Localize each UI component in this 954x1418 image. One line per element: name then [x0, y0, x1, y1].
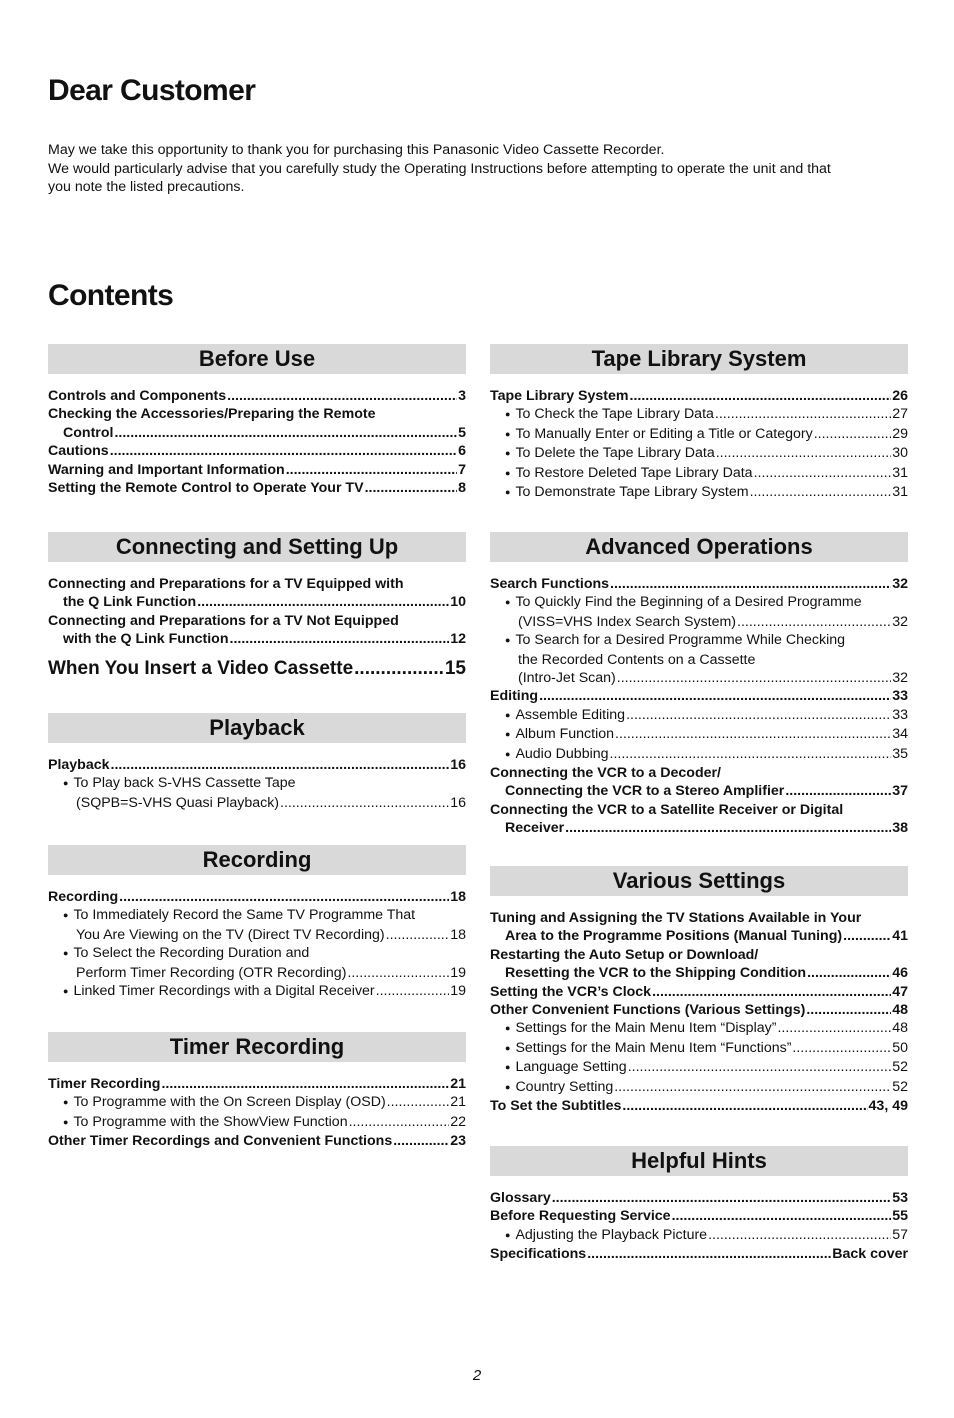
toc-subentry[interactable]: ● To Select the Recording Duration and	[48, 944, 466, 963]
intro-line: May we take this opportunity to thank you for purchasing this Panasonic Video Cassette Recorder.	[48, 142, 665, 158]
toc-entry[interactable]: Control ..... 5	[48, 424, 466, 442]
section-heading: Playback	[48, 713, 466, 743]
toc-entry[interactable]: Other Timer Recordings and Convenient Functions ..... 23	[48, 1132, 466, 1150]
toc-subentry[interactable]: ● To Demonstrate Tape Library System ..... 31	[490, 483, 908, 502]
toc-entry[interactable]: Other Convenient Functions (Various Settings) ..... 48	[490, 1001, 908, 1019]
toc-subentry[interactable]: ● To Programme with the ShowView Function ..... 22	[48, 1113, 466, 1132]
toc-subentry[interactable]: ● To Search for a Desired Programme While Checking	[490, 631, 908, 650]
page-number: 2	[472, 1367, 482, 1384]
section-recording	[48, 845, 466, 1032]
toc-subentry[interactable]: ● Audio Dubbing ..... 35	[490, 745, 908, 764]
toc-subentry-cont[interactable]: You Are Viewing on the TV (Direct TV Recording) ..... 18	[48, 926, 466, 944]
toc-entry[interactable]: Setting the Remote Control to Operate Your TV ..... 8	[48, 479, 466, 497]
toc-entry[interactable]: Specifications ..... Back cover	[490, 1245, 908, 1263]
toc-entry[interactable]: To Set the Subtitles ..... 43, 49	[490, 1097, 908, 1115]
toc-entry[interactable]: Timer Recording ..... 21	[48, 1075, 466, 1093]
toc-entry[interactable]: Playback ..... 16	[48, 756, 466, 774]
toc-entry-insert-cassette[interactable]: When You Insert a Video Cassette ..... 15	[48, 657, 466, 681]
toc-entry[interactable]: Glossary ..... 53	[490, 1189, 908, 1207]
toc-subentry[interactable]: ● To Manually Enter or Editing a Title or Category ..... 29	[490, 425, 908, 444]
section-advanced-operations	[490, 532, 908, 866]
toc-subentry[interactable]: ● To Restore Deleted Tape Library Data ..... 31	[490, 464, 908, 483]
toc-subentry[interactable]: ● Language Setting ..... 52	[490, 1058, 908, 1077]
section-heading: Timer Recording	[48, 1032, 466, 1062]
toc-entry[interactable]: Tape Library System ..... 26	[490, 387, 908, 405]
toc-subentry[interactable]: ● To Quickly Find the Beginning of a Desired Programme	[490, 593, 908, 612]
toc-entry[interactable]: Cautions ..... 6	[48, 442, 466, 460]
toc-subentry-cont[interactable]: Perform Timer Recording (OTR Recording) ..... 19	[48, 964, 466, 982]
section-before-use	[48, 344, 466, 532]
section-heading: Tape Library System	[490, 344, 908, 374]
toc-entry[interactable]: Search Functions ..... 32	[490, 575, 908, 593]
toc-subentry-cont[interactable]: (SQPB=S-VHS Quasi Playback) ..... 16	[48, 794, 466, 812]
toc-subentry-cont[interactable]: the Recorded Contents on a Cassette	[518, 651, 756, 668]
intro-text	[48, 141, 908, 197]
section-helpful-hints	[490, 1146, 908, 1264]
toc-entry-line[interactable]: Restarting the Auto Setup or Download/	[490, 946, 759, 963]
section-heading: Various Settings	[490, 866, 908, 896]
section-heading: Connecting and Setting Up	[48, 532, 466, 562]
toc-entry[interactable]: the Q Link Function ..... 10	[48, 593, 466, 611]
section-heading: Before Use	[48, 344, 466, 374]
section-playback	[48, 713, 466, 845]
contents-right-column	[490, 344, 908, 1264]
toc-entry[interactable]: Recording ..... 18	[48, 888, 466, 906]
toc-subentry-cont[interactable]: (VISS=VHS Index Search System) ..... 32	[490, 613, 908, 631]
toc-subentry[interactable]: ● To Programme with the On Screen Display (OSD) ..... 21	[48, 1093, 466, 1112]
toc-entry[interactable]: Setting the VCR’s Clock ..... 47	[490, 983, 908, 1001]
toc-entry[interactable]: Connecting the VCR to a Stereo Amplifier ..... 37	[490, 782, 908, 800]
toc-subentry[interactable]: ● Settings for the Main Menu Item “Display” ..... 48	[490, 1019, 908, 1038]
section-tape-library	[490, 344, 908, 532]
toc-subentry[interactable]: ● To Immediately Record the Same TV Programme That	[48, 906, 466, 925]
section-heading: Recording	[48, 845, 466, 875]
toc-entry[interactable]: Warning and Important Information ..... 7	[48, 461, 466, 479]
toc-entry[interactable]: Before Requesting Service ..... 55	[490, 1207, 908, 1225]
section-various-settings	[490, 866, 908, 1146]
toc-entry-line[interactable]: Connecting and Preparations for a TV Equipped with	[48, 576, 404, 592]
toc-entry-line[interactable]: Connecting the VCR to a Decoder/	[490, 765, 721, 782]
toc-subentry[interactable]: ● To Check the Tape Library Data ..... 27	[490, 405, 908, 424]
section-heading: Helpful Hints	[490, 1146, 908, 1176]
toc-subentry[interactable]: ● Settings for the Main Menu Item “Functions” ..... 50	[490, 1039, 908, 1058]
toc-entry[interactable]: Receiver ..... 38	[490, 819, 908, 837]
toc-subentry[interactable]: ● Adjusting the Playback Picture ..... 57	[490, 1226, 908, 1245]
intro-line: We would particularly advise that you carefully study the Operating Instructions before attempting to operate the unit and that	[48, 160, 831, 177]
toc-subentry[interactable]: ● Assemble Editing ..... 33	[490, 706, 908, 725]
toc-entry-line[interactable]: Connecting and Preparations for a TV Not Equipped	[48, 612, 399, 629]
toc-entry-line[interactable]: Tuning and Assigning the TV Stations Available in Your	[490, 910, 862, 926]
contents-left-column	[48, 344, 466, 1151]
contents-title: Contents	[48, 279, 174, 312]
toc-entry-line[interactable]: Connecting the VCR to a Satellite Receiver or Digital	[490, 801, 844, 818]
intro-line: you note the listed precautions.	[48, 179, 245, 195]
toc-subentry[interactable]: ● Linked Timer Recordings with a Digital Receiver ..... 19	[48, 982, 466, 1001]
toc-subentry[interactable]: ● Country Setting ..... 52	[490, 1078, 908, 1097]
section-heading: Advanced Operations	[490, 532, 908, 562]
toc-entry[interactable]: Editing ..... 33	[490, 687, 908, 705]
toc-entry[interactable]: Controls and Components ..... 3	[48, 387, 466, 405]
section-timer-recording	[48, 1032, 466, 1151]
toc-subentry[interactable]: ● Album Function ..... 34	[490, 725, 908, 744]
section-connecting	[48, 532, 466, 713]
toc-entry[interactable]: with the Q Link Function ..... 12	[48, 630, 466, 648]
toc-subentry[interactable]: ● To Play back S-VHS Cassette Tape	[48, 774, 466, 793]
toc-entry[interactable]: Area to the Programme Positions (Manual Tuning) ..... 41	[490, 927, 908, 945]
toc-subentry-cont[interactable]: (Intro-Jet Scan) ..... 32	[490, 669, 908, 687]
page-title: Dear Customer	[48, 74, 256, 107]
toc-subentry[interactable]: ● To Delete the Tape Library Data ..... 30	[490, 444, 908, 463]
toc-entry-line[interactable]: Checking the Accessories/Preparing the Remote	[48, 406, 376, 423]
toc-entry[interactable]: Resetting the VCR to the Shipping Condition ..... 46	[490, 964, 908, 982]
